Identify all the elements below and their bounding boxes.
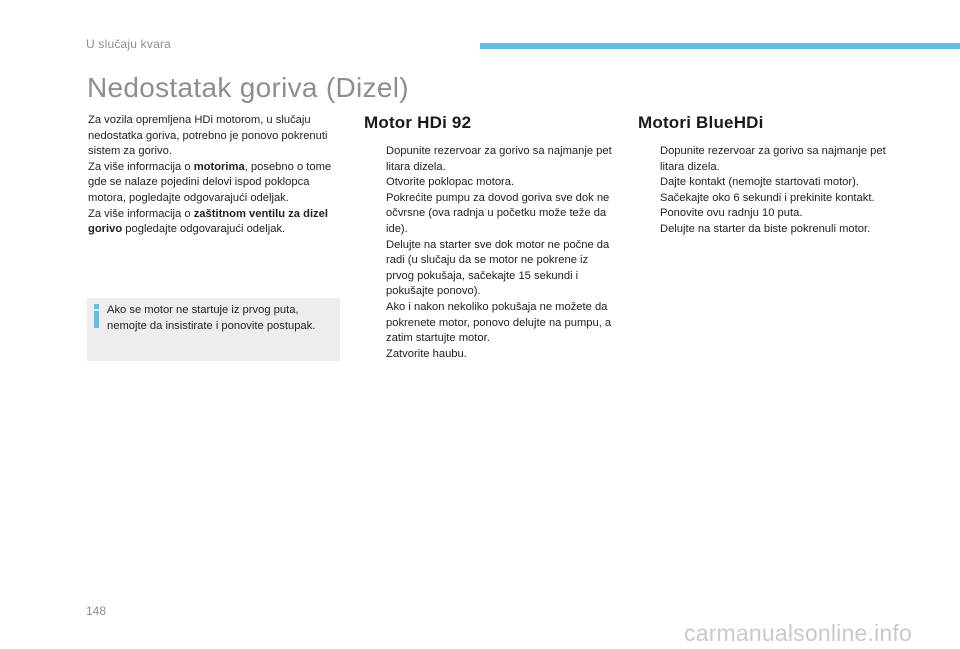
list-item <box>364 191 614 238</box>
list-item <box>638 206 894 222</box>
section-label: U slučaju kvara <box>86 37 172 51</box>
intro-paragraph-3 <box>88 207 340 238</box>
step-text: Dopunite rezervoar za gorivo sa najmanje pet litara dizela. <box>386 145 612 173</box>
intro-paragraph-2 <box>88 160 340 207</box>
info-icon <box>94 304 99 328</box>
list-item <box>364 144 614 175</box>
list-item <box>364 175 614 191</box>
intro-p2-text-end: , posebno o tome gde se nalaze pojedini delovi ispod poklopca motora, pogledajte odgovarajući odeljak. <box>88 160 332 204</box>
hdi92-heading: Motor HDi 92 <box>364 113 472 132</box>
intro-p3-text: Za više informacija o <box>88 207 194 220</box>
bluehdi-section <box>638 113 894 238</box>
step-text: Pokrećite pumpu za dovod goriva sve dok ne očvrsne (ova radnja u početku može teže da ide). <box>386 191 610 235</box>
step-text: Ako i nakon nekoliko pokušaja ne možete da pokrenete motor, ponovo delujte na pumpu, a zatim startujte motor. <box>386 300 612 345</box>
page-title: Nedostatak goriva (Dizel) <box>87 72 409 103</box>
list-item <box>638 144 894 175</box>
step-text: Dajte kontakt (nemojte startovati motor). <box>660 176 859 189</box>
hdi92-steps <box>364 144 614 362</box>
list-item <box>638 191 894 207</box>
list-item <box>364 238 614 300</box>
list-item <box>638 222 894 238</box>
list-item <box>638 175 894 191</box>
bluehdi-steps <box>638 144 894 238</box>
link-engines: motorima <box>193 160 245 173</box>
step-text: Otvorite poklopac motora. <box>386 176 515 189</box>
step-text: Dopunite rezervoar za gorivo sa najmanje pet litara dizela. <box>660 145 886 173</box>
step-text: Ponovite ovu radnju 10 puta. <box>660 207 803 220</box>
header-accent-bar <box>480 43 960 49</box>
list-item <box>364 300 614 347</box>
hdi92-section <box>364 113 614 362</box>
info-note <box>87 298 340 361</box>
intro-paragraph-1: Za vozila opremljena HDi motorom, u slučaju nedostatka goriva, potrebno je ponovo pokrenuti sistem za gorivo. <box>88 114 328 158</box>
link-diesel-valve: zaštitnom ventilu za dizel gorivo <box>88 207 328 236</box>
list-item <box>364 347 614 363</box>
intro-text <box>88 113 340 238</box>
step-text: Zatvorite haubu. <box>386 347 467 360</box>
intro-p2-text: Za više informacija o <box>88 160 194 173</box>
step-text: Delujte na starter sve dok motor ne počne da radi (u slučaju da se motor ne pokrene iz prvog pokušaja, sačekajte 15 sekundi i pokušajte ponovo). <box>386 238 610 298</box>
info-note-text: Ako se motor ne startuje iz prvog puta, nemojte da insistirate i ponovite postupak. <box>107 304 316 332</box>
step-text: Delujte na starter da biste pokrenuli motor. <box>660 222 871 235</box>
step-text: Sačekajte oko 6 sekundi i prekinite kontakt. <box>660 191 875 204</box>
bluehdi-heading: Motori BlueHDi <box>638 113 764 132</box>
watermark: carmanualsonline.info <box>684 620 912 646</box>
intro-p3-text-end: pogledajte odgovarajući odeljak. <box>122 223 286 236</box>
page-number: 148 <box>86 604 107 618</box>
